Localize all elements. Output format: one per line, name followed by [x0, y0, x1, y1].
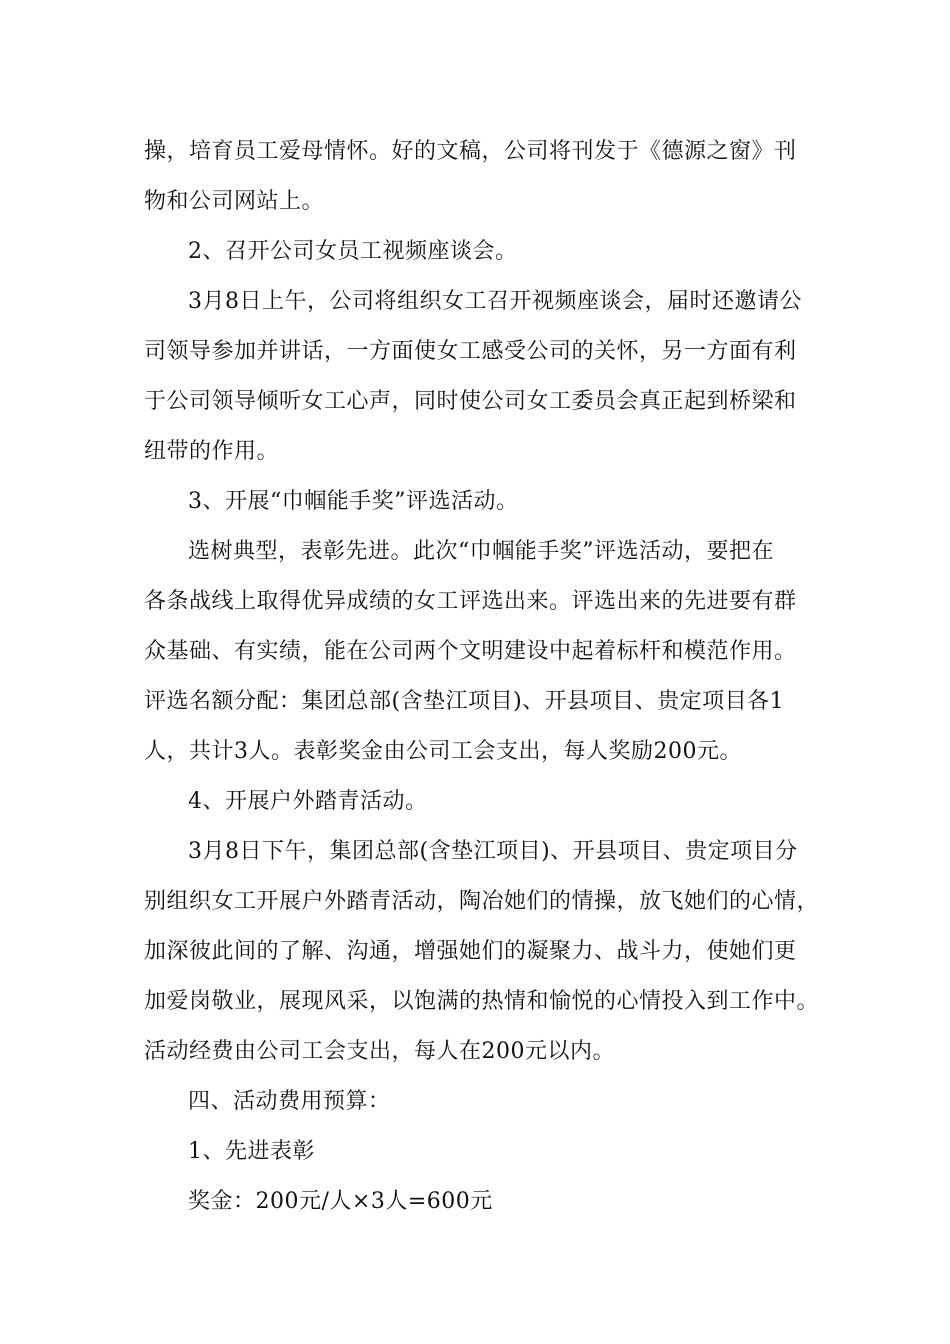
paragraph-line: 人，共计3人。表彰奖金由公司工会支出，每人奖励200元。 — [144, 739, 742, 764]
paragraph-line: 3月8日下午，集团总部(含垫江项目)、开县项目、贵定项目分 — [188, 839, 798, 864]
paragraph-line: 于公司领导倾听女工心声，同时使公司女工委员会真正起到桥梁和 — [144, 389, 797, 414]
paragraph-line: 奖金：200元/人×3人=600元 — [188, 1189, 493, 1214]
paragraph-line: 众基础、有实绩，能在公司两个文明建设中起着标杆和模范作用。 — [144, 639, 797, 664]
section-heading: 3、开展“巾帼能手奖”评选活动。 — [188, 489, 519, 514]
paragraph-line: 操，培育员工爱母情怀。好的文稿，公司将刊发于《德源之窗》刊 — [144, 139, 797, 164]
subsection-heading: 1、先进表彰 — [188, 1139, 315, 1164]
paragraph-line: 纽带的作用。 — [144, 439, 280, 464]
paragraph-line: 评选名额分配：集团总部(含垫江项目)、开县项目、贵定项目各1 — [144, 689, 785, 714]
section-heading: 2、召开公司女员工视频座谈会。 — [188, 239, 518, 264]
paragraph-line: 各条战线上取得优异成绩的女工评选出来。评选出来的先进要有群 — [144, 589, 797, 614]
section-heading: 4、开展户外踏青活动。 — [188, 789, 428, 814]
paragraph-line: 物和公司网站上。 — [144, 189, 325, 214]
paragraph-line: 选树典型，表彰先进。此次“巾帼能手奖”评选活动，要把在 — [188, 539, 774, 564]
paragraph-line: 司领导参加并讲话，一方面使女工感受公司的关怀，另一方面有利 — [144, 339, 797, 364]
paragraph-line: 加深彼此间的了解、沟通，增强她们的凝聚力、战斗力，使她们更 — [144, 939, 797, 964]
paragraph-line: 加爱岗敬业，展现风采，以饱满的热情和愉悦的心情投入到工作中。 — [144, 989, 820, 1014]
paragraph-line: 别组织女工开展户外踏青活动，陶冶她们的情操，放飞她们的心情， — [144, 889, 820, 914]
paragraph-line: 3月8日上午，公司将组织女工召开视频座谈会，届时还邀请公 — [188, 289, 802, 314]
section-heading: 四、活动费用预算： — [188, 1089, 391, 1114]
paragraph-line: 活动经费由公司工会支出，每人在200元以内。 — [144, 1039, 615, 1064]
